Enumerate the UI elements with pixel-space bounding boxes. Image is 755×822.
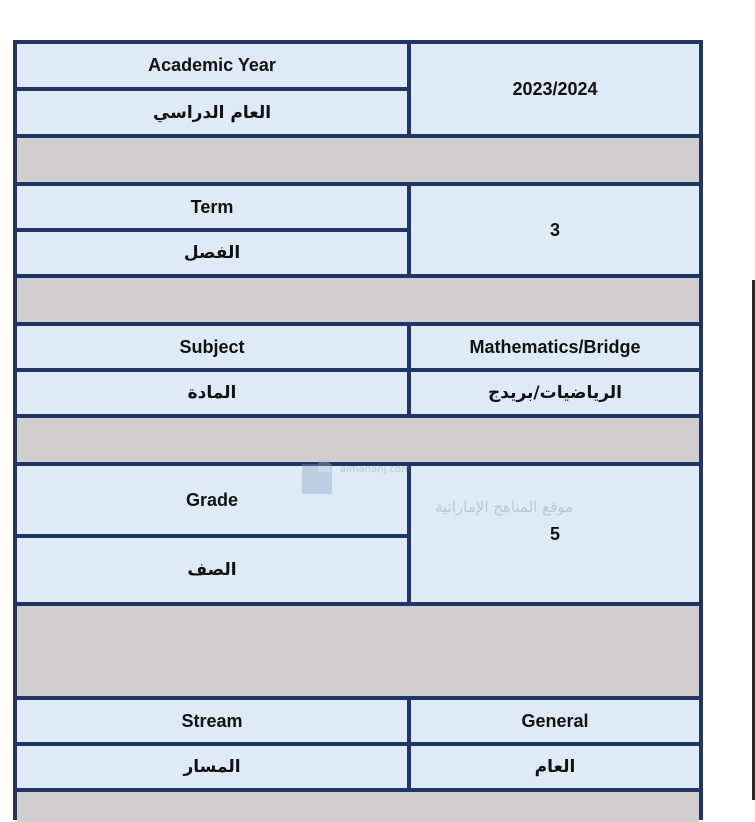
term-label-ar-text: الفصل — [183, 243, 241, 263]
grade-value-text: 5 — [549, 523, 560, 544]
stream-label-en — [17, 700, 407, 742]
subject-label-ar — [17, 372, 407, 414]
stream-label-ar — [17, 746, 407, 788]
term-value-text: 3 — [549, 219, 560, 240]
separator-row — [17, 138, 699, 182]
watermark-text: موقع المناهج الإماراتية — [435, 498, 574, 516]
academic-year-value-text: 2023/2024 — [512, 78, 598, 99]
grade-label-ar-text: الصف — [187, 560, 237, 580]
subject-value-en-text: Mathematics/Bridge — [469, 336, 641, 357]
term-label-en-text: Term — [190, 196, 234, 217]
academic-year-label-ar-text: العام الدراسي — [152, 102, 272, 123]
grade-value — [411, 466, 699, 602]
term-value — [411, 186, 699, 274]
academic-year-label-en-text: Academic Year — [148, 55, 276, 75]
academic-year-value — [411, 44, 699, 134]
separator-row — [17, 278, 699, 322]
separator-row — [17, 418, 699, 462]
stream-value-en — [411, 700, 699, 742]
subject-label-en-text: Subject — [179, 336, 245, 357]
grade-label-ar — [17, 538, 407, 602]
stream-label-en-text: Stream — [181, 710, 243, 731]
subject-label-en — [17, 326, 407, 368]
term-label-ar — [17, 232, 407, 274]
info-table — [13, 40, 703, 820]
stream-value-en-text: General — [521, 710, 589, 731]
watermark-domain: almanahj.com — [340, 464, 411, 475]
subject-value-ar-text: الرياضيات/بريدج — [488, 383, 623, 403]
stream-value-ar — [411, 746, 699, 788]
term-label-en — [17, 186, 407, 228]
subject-value-en — [411, 326, 699, 368]
separator-row — [17, 606, 699, 696]
stream-label-ar-text: المسار — [183, 757, 241, 777]
academic-year-label-ar — [17, 91, 407, 134]
stream-value-ar-text: العام — [534, 757, 576, 777]
subject-value-ar — [411, 372, 699, 414]
separator-row — [17, 792, 699, 822]
subject-label-ar-text: المادة — [187, 383, 237, 403]
grade-label-en — [17, 466, 407, 534]
grade-label-en-text: Grade — [185, 489, 239, 510]
academic-year-label-en — [17, 44, 407, 87]
